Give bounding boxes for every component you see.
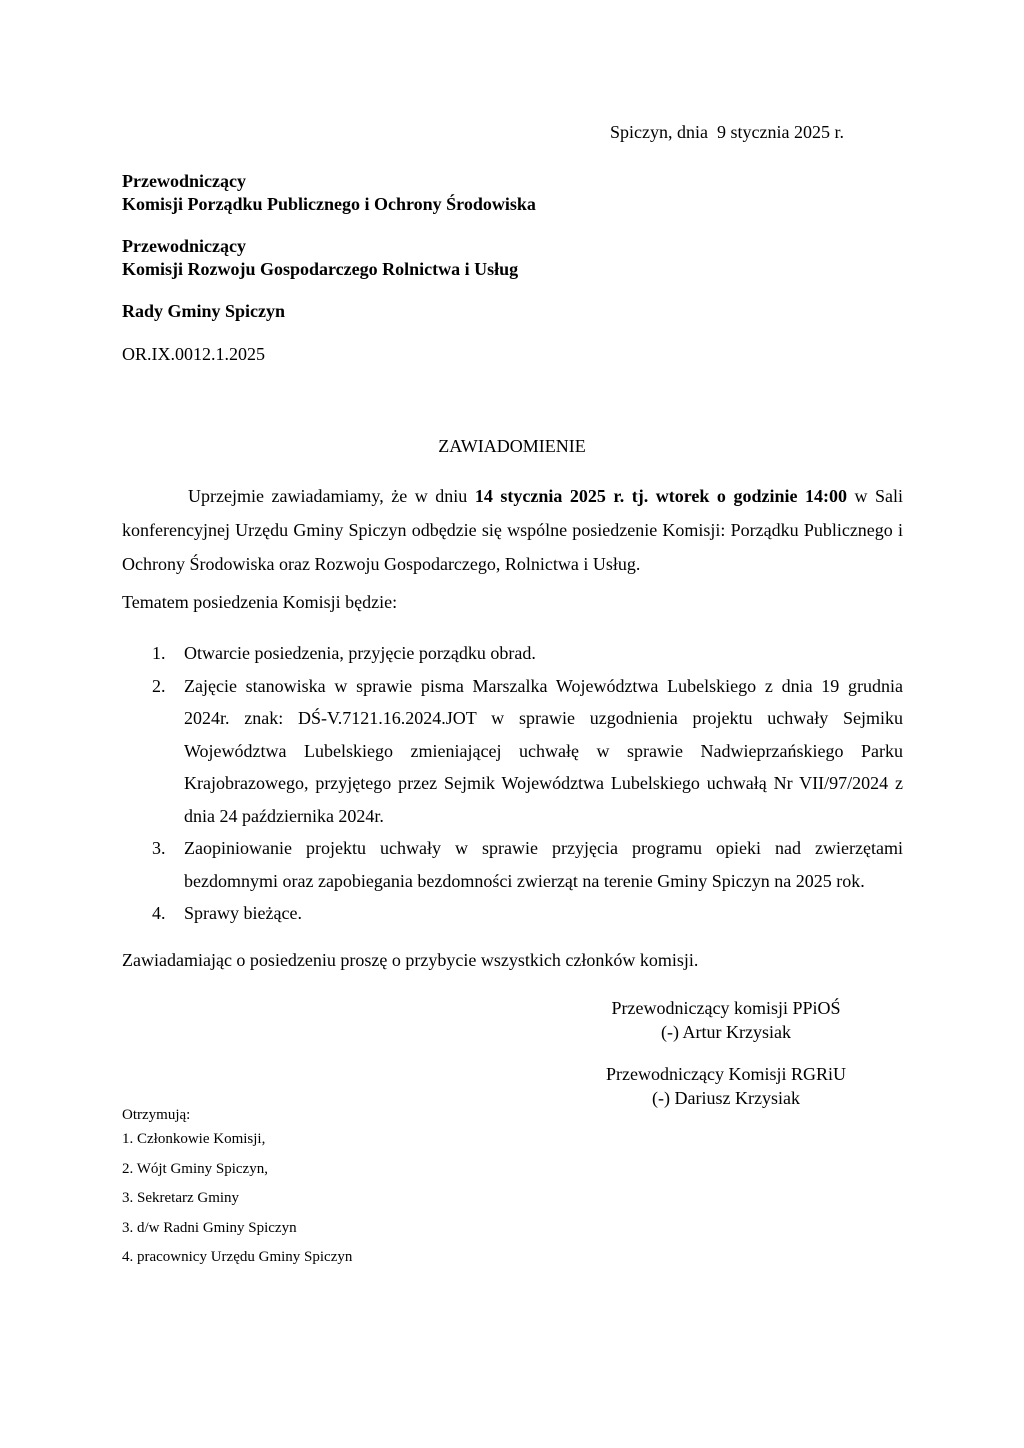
recipient-item: 4. pracownicy Urzędu Gminy Spiczyn (122, 1249, 353, 1265)
recipient-item: 3. d/w Radni Gminy Spiczyn (122, 1219, 297, 1236)
recipient-item: 3. Sekretarz Gminy (122, 1190, 240, 1206)
agenda-item-number: 3. (152, 838, 166, 858)
recipients-block (122, 1105, 352, 1273)
agenda-item-text: Otwarcie posiedzenia, przyjęcie porządku obrad. (184, 643, 536, 663)
date-line: Spiczyn, dnia 9 stycznia 2025 r. (610, 122, 844, 142)
signature-ppios (570, 996, 882, 1044)
signature-name: (-) Artur Krzysiak (661, 1022, 791, 1042)
reference-number: OR.IX.0012.1.2025 (122, 344, 265, 364)
signature-role: Przewodniczący Komisji RGRiU (606, 1064, 846, 1084)
agenda-item-number: 2. (152, 675, 166, 696)
agenda-item-text: Zaopiniowanie projektu uchwały w sprawie przyjęcia programu opieki nad zwierzętami bezdomnymi oraz zapobiegania bezdomności zwierząt na terenie Gminy Spiczyn na 2025 rok. (184, 838, 903, 891)
signature-rgriu (570, 1062, 882, 1110)
notice-lead: Uprzejmie zawiadamiamy, że w dniu (188, 486, 468, 506)
agenda-list (122, 637, 903, 930)
addressee-committee: Komisji Porządku Publicznego i Ochrony Środowiska (122, 194, 536, 214)
recipient-item: 2. Wójt Gminy Spiczyn, (122, 1160, 268, 1177)
recipient-item: 1. Członkowie Komisji, (122, 1131, 266, 1147)
recipients-heading: Otrzymują: (122, 1107, 191, 1123)
council-name (122, 300, 285, 323)
agenda-item-text: Zajęcie stanowiska w sprawie pisma Marszalka Województwa Lubelskiego z dnia 19 grudnia 2024r. znak: DŚ-V.7121.16.2024.JOT w sprawie uzgodnienia projektu uchwały Sejmiku Województwa Lubelskiego zmieniającej uchwałę w sprawie Nadwieprzańskiego Parku Krajobrazowego, przyjętego przez Sejmik Województwa Lubelskiego uchwałą Nr VII/97/2024 z dnia 24 października 2024r. (184, 675, 903, 826)
addressee-role: Przewodniczący (122, 236, 246, 256)
agenda-item (122, 670, 903, 833)
document-title: ZAWIADOMIENIE (438, 436, 586, 456)
addressee-committee: Komisji Rozwoju Gospodarczego Rolnictwa i Usług (122, 259, 519, 279)
closing-line: Zawiadamiając o posiedzeniu proszę o przybycie wszystkich członków komisji. (122, 950, 699, 970)
notice-paragraph (122, 479, 903, 581)
agenda-item (122, 832, 903, 897)
addressee-role: Przewodniczący (122, 171, 246, 191)
signature-role: Przewodniczący komisji PPiOŚ (611, 998, 841, 1018)
addressee-ppios (122, 170, 536, 216)
agenda-item-number: 4. (152, 903, 166, 923)
notice-details: w Sali konferencyjnej Urzędu Gminy Spiczyn odbędzie się wspólne posiedzenie Komisji: Porządku Publicznego i Ochrony Środowiska oraz Rozwoju Gospodarczego, Rolnictwa i Usług. (122, 486, 904, 574)
meeting-datetime: 14 stycznia 2025 r. tj. wtorek o godzinie 14:00 (474, 486, 847, 506)
agenda-intro: Tematem posiedzenia Komisji będzie: (122, 592, 398, 612)
agenda-item (122, 637, 903, 670)
signature-name: (-) Dariusz Krzysiak (652, 1088, 800, 1108)
agenda-item-number: 1. (152, 643, 166, 663)
addressee-rgriu (122, 235, 518, 281)
council-name-text: Rady Gminy Spiczyn (122, 301, 286, 321)
agenda-item (122, 897, 903, 930)
agenda-item-text: Sprawy bieżące. (184, 903, 302, 923)
